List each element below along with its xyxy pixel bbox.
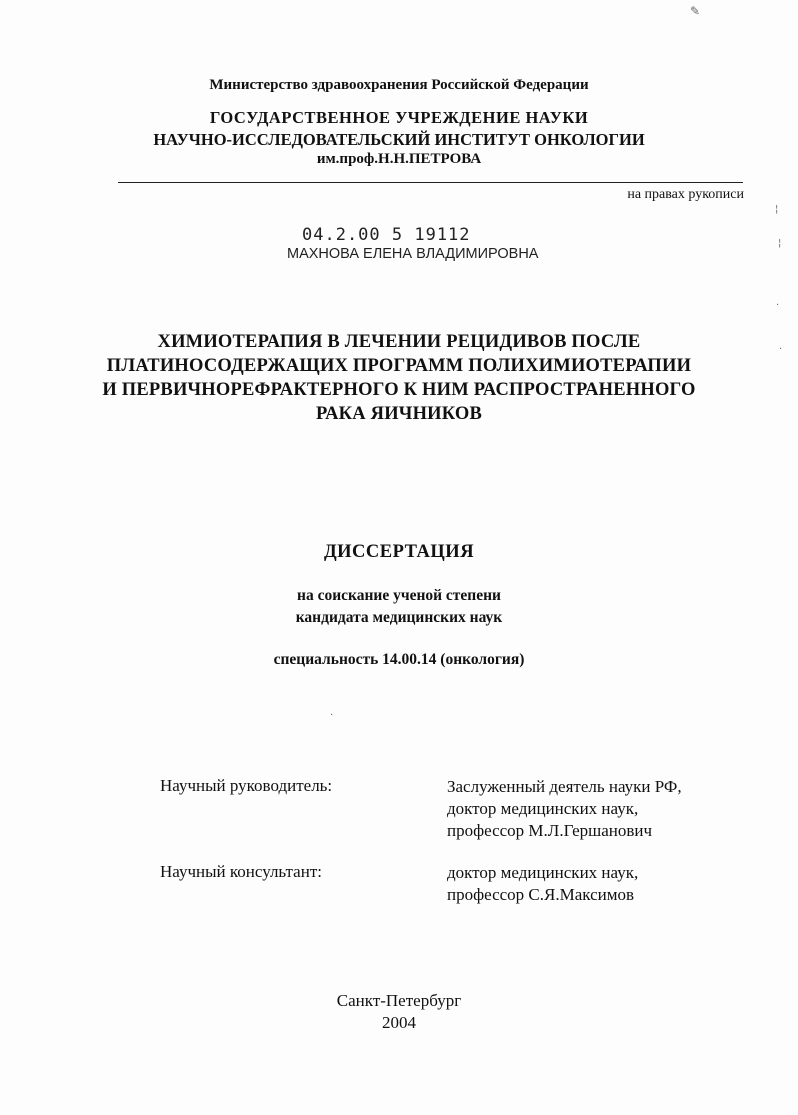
year: 2004: [382, 1013, 416, 1032]
title-line: РАКА ЯИЧНИКОВ: [315, 404, 483, 424]
scan-speck-icon: ·: [776, 300, 780, 311]
institution-line-1: ГОСУДАРСТВЕННОЕ УЧРЕЖДЕНИЕ НАУКИ: [209, 108, 589, 127]
institution-line-2: НАУЧНО-ИССЛЕДОВАТЕЛЬСКИЙ ИНСТИТУТ ОНКОЛОГИИ: [153, 130, 645, 149]
scan-mark-icon: ✎: [690, 4, 701, 18]
title-line: ПЛАТИНОСОДЕРЖАЩИХ ПРОГРАММ ПОЛИХИМИОТЕРАПИИ: [106, 356, 692, 376]
consultant-line: профессор С.Я.Максимов: [447, 885, 635, 904]
author-name: МАХНОВА ЕЛЕНА ВЛАДИМИРОВНА: [287, 246, 539, 262]
supervisor-label: Научный руководитель:: [160, 776, 333, 795]
degree-line: на соискание ученой степени: [297, 587, 501, 604]
header-divider: [118, 182, 743, 183]
degree-statement: [0, 585, 798, 629]
scan-speck-icon: ·: [779, 344, 783, 355]
title-line: ХИМИОТЕРАПИЯ В ЛЕЧЕНИИ РЕЦИДИВОВ ПОСЛЕ: [157, 332, 641, 352]
degree-line: кандидата медицинских наук: [295, 609, 503, 626]
supervisor-line: профессор М.Л.Гершанович: [447, 821, 653, 840]
dissertation-title: [0, 330, 798, 426]
title-line: И ПЕРВИЧНОРЕФРАКТЕРНОГО К НИМ РАСПРОСТРАНЕННОГО: [102, 380, 696, 400]
scan-speck-icon: ¦: [775, 204, 779, 215]
scan-speck-icon: ¦: [778, 238, 782, 249]
institution-line-3: им.проф.Н.Н.ПЕТРОВА: [316, 151, 482, 167]
library-stamp-number: 04.2.00 5 19112: [302, 225, 471, 245]
supervisor-details: [447, 776, 682, 842]
consultant-label: Научный консультант:: [160, 862, 322, 881]
manuscript-rights-note: на правах рукописи: [627, 187, 744, 202]
scan-speck-icon: ·: [330, 710, 334, 721]
consultant-details: [447, 862, 638, 906]
supervisor-line: Заслуженный деятель науки РФ,: [447, 777, 682, 796]
ministry-name: Министерство здравоохранения Российской Федерации: [209, 77, 589, 93]
specialty: специальность 14.00.14 (онкология): [273, 651, 525, 668]
place-and-year: [0, 990, 798, 1034]
document-type: ДИССЕРТАЦИЯ: [323, 542, 475, 562]
city: Санкт-Петербург: [336, 991, 462, 1010]
consultant-line: доктор медицинских наук,: [447, 863, 639, 882]
supervisor-line: доктор медицинских наук,: [447, 799, 639, 818]
